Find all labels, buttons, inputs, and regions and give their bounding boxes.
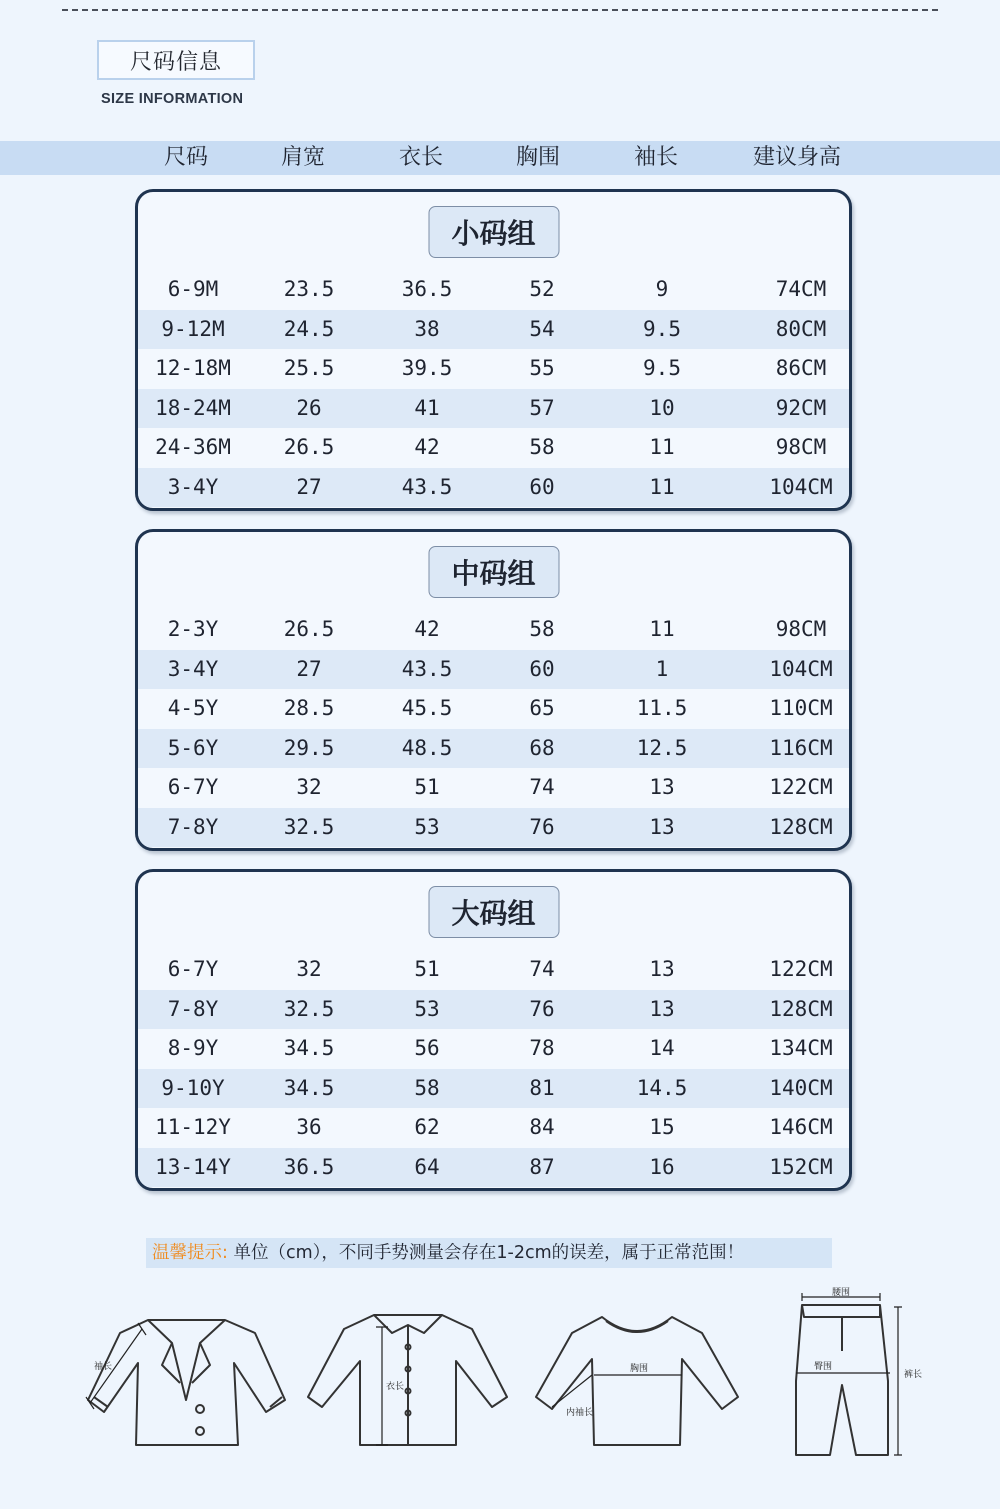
table-cell: 54	[529, 316, 555, 341]
table-cell: 48.5	[401, 735, 453, 760]
table-cell: 9-10Y	[161, 1075, 225, 1100]
table-cell: 32.5	[283, 814, 335, 839]
table-row	[138, 808, 852, 847]
table-cell: 41	[414, 395, 440, 420]
table-row	[138, 768, 852, 807]
table-cell: 2-3Y	[167, 617, 219, 641]
section-title-cn: 尺码信息	[97, 40, 255, 80]
section-title-en: SIZE INFORMATION	[101, 91, 244, 107]
table-cell: 122CM	[769, 775, 833, 799]
table-cell: 1	[655, 656, 669, 681]
table-cell: 13	[649, 957, 675, 981]
table-cell: 11-12Y	[155, 1115, 231, 1139]
table-cell: 110CM	[769, 696, 833, 720]
table-cell: 58	[529, 435, 555, 459]
table-row	[138, 610, 852, 649]
table-cell: 60	[529, 474, 555, 499]
size-group-panel-medium	[135, 529, 852, 851]
table-cell: 9.5	[643, 356, 681, 380]
pants-diagram-icon	[780, 1285, 930, 1465]
table-row	[138, 1148, 852, 1187]
table-cell: 128CM	[769, 814, 833, 839]
table-cell: 29.5	[283, 735, 335, 760]
table-cell: 55	[529, 356, 555, 380]
table-cell: 84	[529, 1115, 555, 1139]
table-cell: 104CM	[769, 474, 833, 499]
table-cell: 104CM	[769, 656, 833, 681]
table-cell: 76	[529, 996, 555, 1021]
size-group-panel-small	[135, 189, 852, 511]
table-cell: 53	[414, 996, 440, 1021]
table-cell: 146CM	[769, 1115, 833, 1139]
table-cell: 26.5	[283, 435, 335, 459]
table-cell: 36.5	[401, 277, 453, 301]
table-cell: 10	[649, 395, 675, 420]
table-cell: 32.5	[283, 996, 335, 1021]
table-cell: 52	[529, 277, 555, 301]
table-cell: 4-5Y	[167, 696, 219, 720]
table-cell: 9-12M	[161, 316, 225, 341]
table-cell: 122CM	[769, 957, 833, 981]
table-row	[138, 689, 852, 728]
table-cell: 9.5	[643, 316, 681, 341]
shirt-length-diagram-icon	[302, 1285, 517, 1450]
table-cell: 11	[649, 617, 675, 641]
table-cell: 36	[296, 1115, 322, 1139]
sweater-chest-diagram-icon	[530, 1285, 745, 1450]
column-header-sleeve: 袖长	[633, 145, 679, 170]
table-cell: 26.5	[283, 617, 335, 641]
table-cell: 87	[529, 1154, 555, 1179]
table-row	[138, 650, 852, 689]
size-group-panel-large	[135, 869, 852, 1191]
table-cell: 64	[414, 1154, 440, 1179]
group-label-small: 小码组	[428, 206, 559, 258]
table-cell: 12.5	[636, 735, 688, 760]
table-cell: 13	[649, 814, 675, 839]
table-cell: 80CM	[775, 316, 827, 341]
group-label-medium: 中码组	[428, 546, 559, 598]
table-cell: 60	[529, 656, 555, 681]
jacket-sleeve-diagram-icon	[80, 1285, 295, 1450]
table-cell: 92CM	[775, 395, 827, 420]
table-cell: 98CM	[775, 435, 827, 459]
table-cell: 3-4Y	[167, 656, 219, 681]
table-cell: 11	[649, 474, 675, 499]
table-cell: 8-9Y	[167, 1036, 219, 1060]
table-cell: 28.5	[283, 696, 335, 720]
table-row	[138, 950, 852, 989]
table-cell: 25.5	[283, 356, 335, 380]
table-cell: 13	[649, 775, 675, 799]
table-cell: 18-24M	[155, 395, 231, 420]
table-cell: 7-8Y	[167, 996, 219, 1021]
table-cell: 128CM	[769, 996, 833, 1021]
jacket-sleeve-label: 袖长	[94, 1362, 113, 1372]
table-cell: 42	[414, 617, 440, 641]
table-row	[138, 990, 852, 1029]
table-cell: 43.5	[401, 656, 453, 681]
table-cell: 42	[414, 435, 440, 459]
table-cell: 78	[529, 1036, 555, 1060]
table-cell: 74	[529, 957, 555, 981]
table-cell: 11	[649, 435, 675, 459]
column-header-size: 尺码	[163, 145, 209, 170]
table-cell: 76	[529, 814, 555, 839]
table-cell: 13	[649, 996, 675, 1021]
table-cell: 57	[529, 395, 555, 420]
table-cell: 34.5	[283, 1075, 335, 1100]
table-cell: 32	[296, 957, 322, 981]
table-cell: 58	[529, 617, 555, 641]
table-cell: 51	[414, 957, 440, 981]
table-cell: 68	[529, 735, 555, 760]
tip-text: 单位（cm），不同手势测量会存在1-2cm的误差，属于正常范围！	[227, 1243, 745, 1263]
table-row	[138, 729, 852, 768]
table-cell: 34.5	[283, 1036, 335, 1060]
pants-length-label: 裤长	[904, 1370, 923, 1380]
table-cell: 74CM	[775, 277, 827, 301]
group-label-large: 大码组	[428, 886, 559, 938]
table-cell: 6-7Y	[167, 775, 219, 799]
table-cell: 81	[529, 1075, 555, 1100]
table-cell: 45.5	[401, 696, 453, 720]
column-header-height: 建议身高	[752, 145, 842, 170]
table-cell: 58	[414, 1075, 440, 1100]
table-cell: 56	[414, 1036, 440, 1060]
shirt-length-label: 衣长	[386, 1382, 405, 1392]
table-cell: 62	[414, 1115, 440, 1139]
table-cell: 6-7Y	[167, 957, 219, 981]
table-cell: 14	[649, 1036, 675, 1060]
table-cell: 26	[296, 395, 322, 420]
table-row	[138, 349, 852, 388]
table-cell: 24-36M	[155, 435, 231, 459]
table-row	[138, 1108, 852, 1147]
table-row	[138, 1029, 852, 1068]
column-header-length: 衣长	[398, 145, 444, 170]
table-cell: 5-6Y	[167, 735, 219, 760]
table-cell: 6-9M	[167, 277, 219, 301]
table-cell: 27	[296, 656, 322, 681]
table-cell: 16	[649, 1154, 675, 1179]
table-cell: 36.5	[283, 1154, 335, 1179]
column-header-band	[0, 141, 1000, 175]
table-cell: 86CM	[775, 356, 827, 380]
table-cell: 38	[414, 316, 440, 341]
table-row	[138, 428, 852, 467]
tip-label: 温馨提示:	[152, 1243, 228, 1263]
pants-waist-label: 腰围	[832, 1288, 851, 1298]
table-cell: 140CM	[769, 1075, 833, 1100]
table-cell: 9	[655, 277, 669, 301]
table-cell: 116CM	[769, 735, 833, 760]
table-cell: 65	[529, 696, 555, 720]
table-cell: 12-18M	[155, 356, 231, 380]
table-cell: 134CM	[769, 1036, 833, 1060]
column-header-chest: 胸围	[515, 145, 561, 170]
table-cell: 7-8Y	[167, 814, 219, 839]
sweater-chest-label: 胸围	[630, 1364, 649, 1374]
top-dashed-divider	[62, 9, 938, 11]
table-cell: 11.5	[636, 696, 688, 720]
table-cell: 23.5	[283, 277, 335, 301]
table-cell: 43.5	[401, 474, 453, 499]
table-cell: 152CM	[769, 1154, 833, 1179]
table-cell: 13-14Y	[155, 1154, 231, 1179]
table-row	[138, 1069, 852, 1108]
table-cell: 32	[296, 775, 322, 799]
table-cell: 15	[649, 1115, 675, 1139]
column-header-shoulder: 肩宽	[280, 145, 326, 170]
table-row	[138, 468, 852, 507]
measurement-tip	[146, 1238, 832, 1268]
table-cell: 98CM	[775, 617, 827, 641]
table-cell: 74	[529, 775, 555, 799]
table-cell: 27	[296, 474, 322, 499]
pants-hip-label: 臀围	[814, 1362, 833, 1372]
table-cell: 39.5	[401, 356, 453, 380]
table-cell: 51	[414, 775, 440, 799]
table-cell: 3-4Y	[167, 474, 219, 499]
table-row	[138, 270, 852, 309]
table-cell: 53	[414, 814, 440, 839]
table-cell: 24.5	[283, 316, 335, 341]
sweater-inner-sleeve-label: 内袖长	[566, 1408, 594, 1418]
table-row	[138, 310, 852, 349]
table-cell: 14.5	[636, 1075, 688, 1100]
table-row	[138, 389, 852, 428]
